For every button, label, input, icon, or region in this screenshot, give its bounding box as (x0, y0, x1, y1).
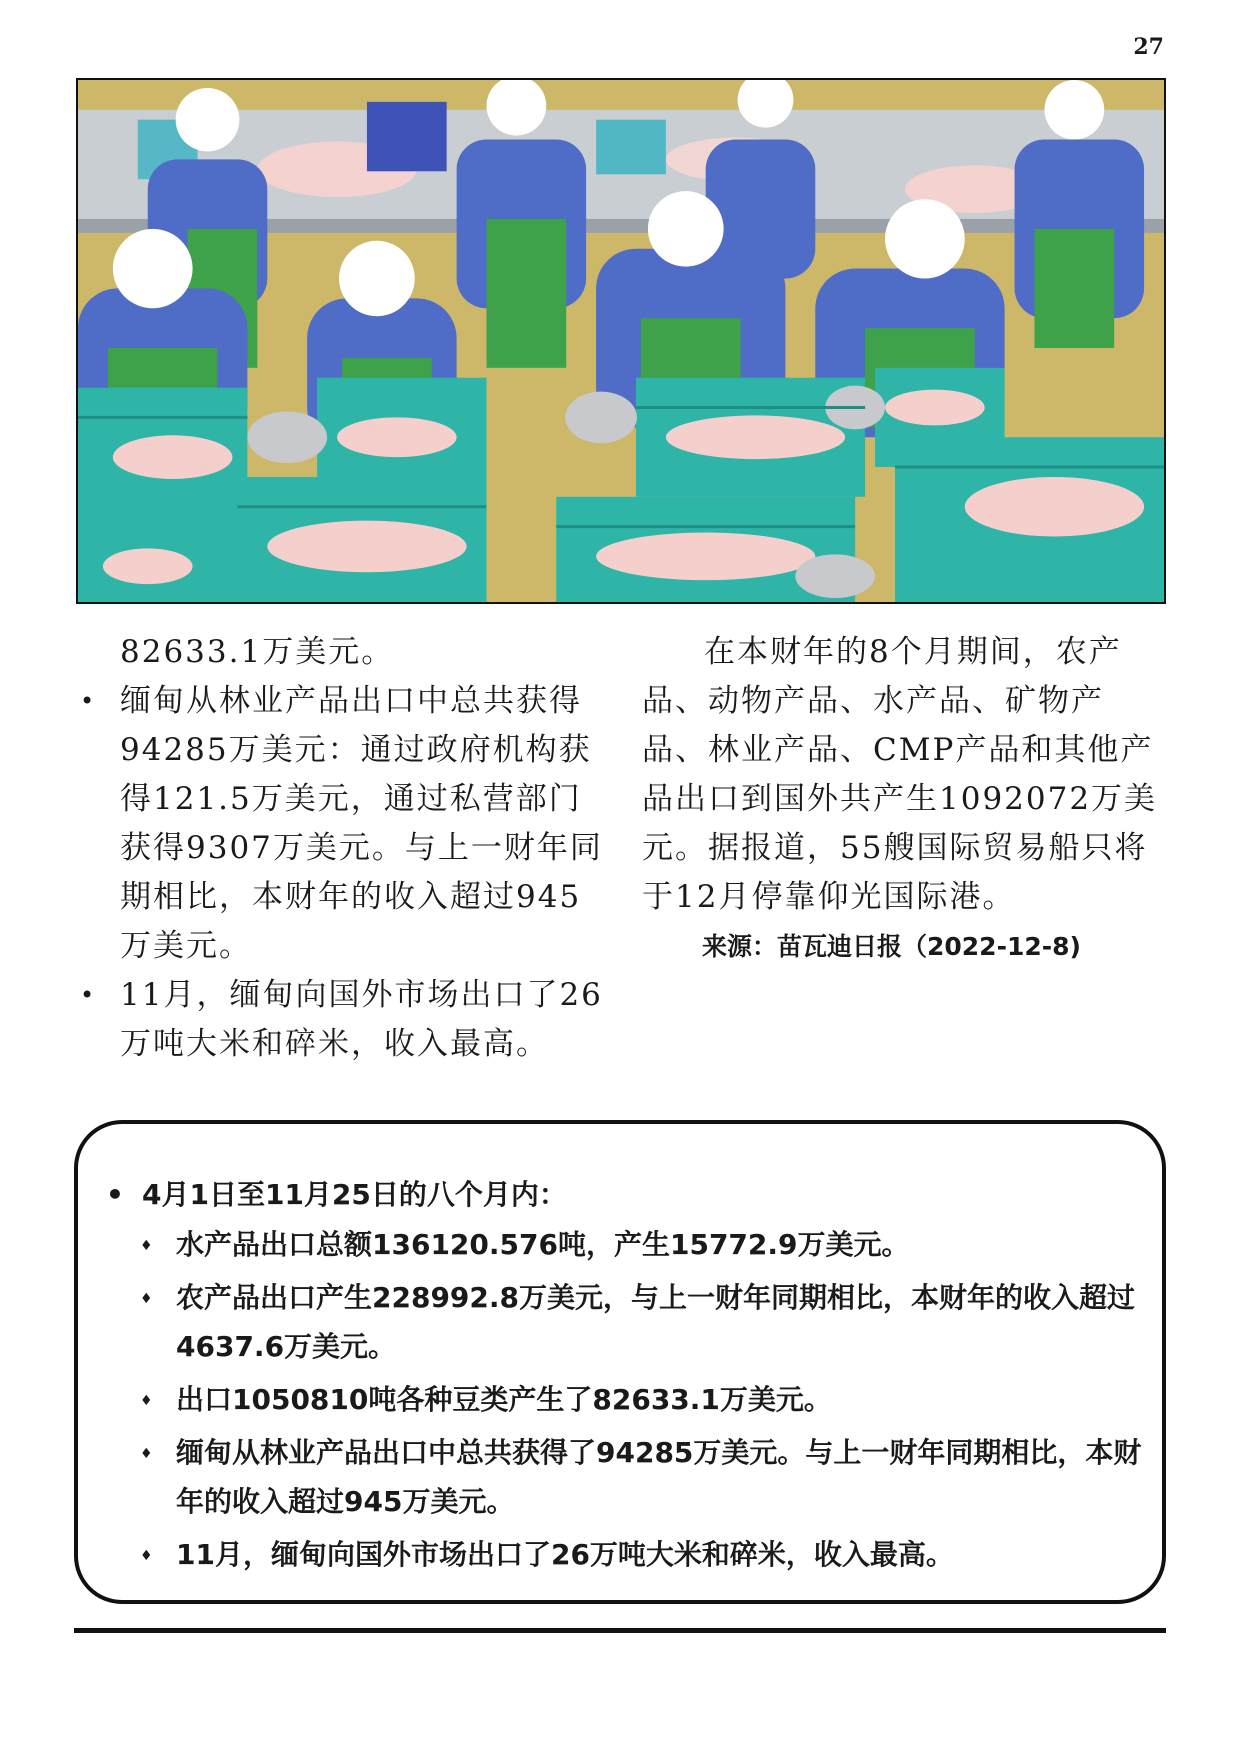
list-item: • 缅甸从林业产品出口中总共获得94285万美元：通过政府机构获得121.5万美元，通过私营部门获得9307万美元。与上一财年同期相比，本财年的收入超过945万美元。 (80, 677, 610, 971)
summary-list (140, 1220, 1142, 1583)
list-item: ♦ 水产品出口总额136120.576吨，产生15772.9万美元。 (140, 1220, 1142, 1269)
list-item: ♦ 农产品出口产生228992.8万美元，与上一财年同期相比，本财年的收入超过4637.6万美元。 (140, 1273, 1142, 1371)
continuation-text: 82633.1万美元。 (120, 634, 395, 670)
list-item: ♦ 缅甸从林业产品出口中总共获得了94285万美元。与上一财年同期相比，本财年的收入超过945万美元。 (140, 1428, 1142, 1526)
left-bullet-list (80, 677, 610, 1069)
bullet-icon: • (106, 1178, 124, 1211)
bottom-divider (74, 1628, 1166, 1633)
photo-illustration (78, 80, 1164, 602)
fish-processing-photo (76, 78, 1166, 604)
list-item: ♦ 出口1050810吨各种豆类产生了82633.1万美元。 (140, 1375, 1142, 1424)
left-column (80, 628, 610, 1069)
right-column (642, 628, 1164, 971)
source-citation: 来源：苗瓦迪日报（2022-12-8) (702, 932, 1081, 961)
list-item: • 11月，缅甸向国外市场出口了26万吨大米和碎米，收入最高。 (80, 971, 610, 1069)
page-number: 27 (1133, 34, 1164, 60)
summary-heading-row (106, 1170, 1138, 1219)
list-item: ♦ 11月，缅甸向国外市场出口了26万吨大米和碎米，收入最高。 (140, 1530, 1142, 1579)
summary-box (74, 1120, 1166, 1604)
summary-heading: 4月1日至11月25日的八个月内： (142, 1178, 567, 1211)
body-paragraph: 在本财年的8个月期间，农产品、动物产品、水产品、矿物产品、林业产品、CMP产品和其他产品出口到国外共产生1092072万美元。据报道，55艘国际贸易船只将于12月停靠仰光国际港。 (642, 634, 1158, 915)
